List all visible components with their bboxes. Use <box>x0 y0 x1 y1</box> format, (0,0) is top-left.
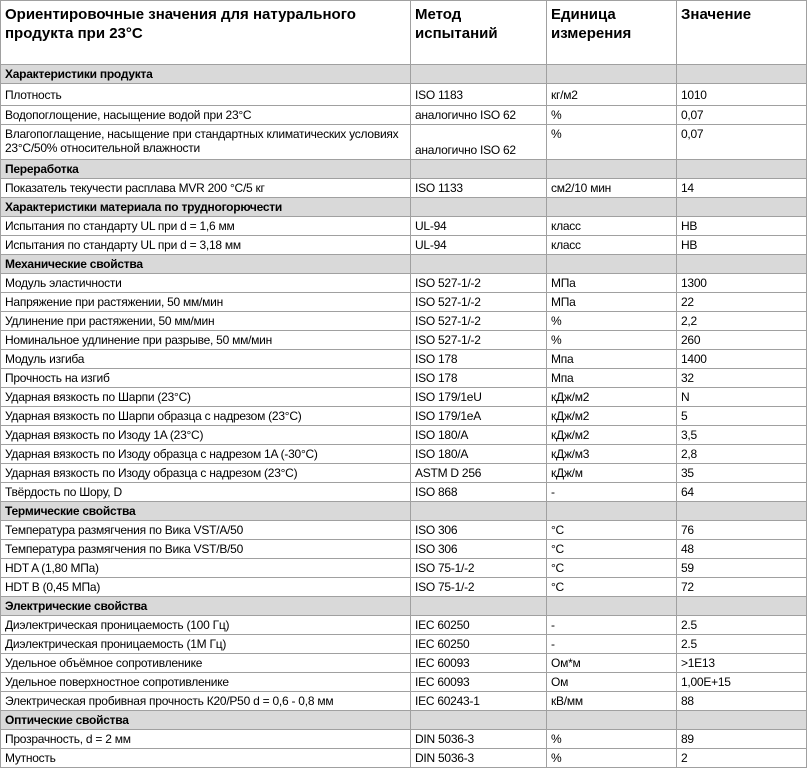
table-row <box>1 369 807 388</box>
cell-property: Номинальное удлинение при разрыве, 50 мм/мин <box>1 331 411 350</box>
cell-unit: кг/м2 <box>547 84 677 106</box>
cell-unit: кДж/м2 <box>547 388 677 407</box>
cell-unit: МПа <box>547 293 677 312</box>
cell-property: Модуль эластичности <box>1 274 411 293</box>
cell-value: 1,00E+15 <box>677 673 807 692</box>
cell-method: IEC 60093 <box>411 673 547 692</box>
section-empty-cell <box>677 65 807 84</box>
table-row <box>1 426 807 445</box>
cell-property: Ударная вязкость по Изоду образца с надрезом (23°C) <box>1 464 411 483</box>
cell-method: IEC 60250 <box>411 616 547 635</box>
table-row <box>1 106 807 125</box>
cell-unit: - <box>547 635 677 654</box>
cell-unit: °C <box>547 521 677 540</box>
section-empty-cell <box>411 198 547 217</box>
table-row <box>1 673 807 692</box>
section-header-row <box>1 255 807 274</box>
section-header-row <box>1 198 807 217</box>
table-row <box>1 125 807 160</box>
section-header-row <box>1 160 807 179</box>
cell-unit: Ом <box>547 673 677 692</box>
cell-property: Удлинение при растяжении, 50 мм/мин <box>1 312 411 331</box>
cell-value: 2,2 <box>677 312 807 331</box>
table-row <box>1 274 807 293</box>
cell-value: 89 <box>677 730 807 749</box>
cell-method: IEC 60093 <box>411 654 547 673</box>
cell-method: ISO 178 <box>411 369 547 388</box>
cell-value: 260 <box>677 331 807 350</box>
table-row <box>1 654 807 673</box>
cell-unit: кДж/м <box>547 464 677 483</box>
cell-value: >1E13 <box>677 654 807 673</box>
table-row <box>1 312 807 331</box>
header-property: Ориентировочные значения для натурального продукта при 23°C <box>1 1 411 65</box>
table-row <box>1 217 807 236</box>
cell-property: Водопоглощение, насыщение водой при 23°C <box>1 106 411 125</box>
section-title: Переработка <box>1 160 411 179</box>
cell-property: Удельное объёмное сопротивленике <box>1 654 411 673</box>
cell-value: 88 <box>677 692 807 711</box>
table-row <box>1 559 807 578</box>
table-row <box>1 407 807 426</box>
cell-method: ASTM D 256 <box>411 464 547 483</box>
cell-property: HDT B (0,45 МПа) <box>1 578 411 597</box>
cell-unit: % <box>547 749 677 768</box>
cell-unit: °C <box>547 578 677 597</box>
cell-unit: Ом*м <box>547 654 677 673</box>
cell-property: Испытания по стандарту UL при d = 1,6 мм <box>1 217 411 236</box>
cell-property: Ударная вязкость по Изоду образца с надрезом 1A (-30°C) <box>1 445 411 464</box>
cell-value: 76 <box>677 521 807 540</box>
cell-property: Прочность на изгиб <box>1 369 411 388</box>
header-method: Метод испытаний <box>411 1 547 65</box>
table-row <box>1 749 807 768</box>
header-value: Значение <box>677 1 807 65</box>
cell-property: Модуль изгиба <box>1 350 411 369</box>
cell-unit: класс <box>547 236 677 255</box>
cell-method: IEC 60243-1 <box>411 692 547 711</box>
cell-unit: - <box>547 616 677 635</box>
cell-method: ISO 75-1/-2 <box>411 578 547 597</box>
cell-method: ISO 306 <box>411 540 547 559</box>
section-title: Электрические свойства <box>1 597 411 616</box>
cell-property: Мутность <box>1 749 411 768</box>
cell-unit: °C <box>547 540 677 559</box>
cell-property: Испытания по стандарту UL при d = 3,18 мм <box>1 236 411 255</box>
section-empty-cell <box>411 255 547 274</box>
cell-method: аналогично ISO 62 <box>411 125 547 160</box>
cell-property: Плотность <box>1 84 411 106</box>
cell-unit: кДж/м3 <box>547 445 677 464</box>
cell-method: ISO 1133 <box>411 179 547 198</box>
cell-method: ISO 179/1eU <box>411 388 547 407</box>
cell-method: ISO 178 <box>411 350 547 369</box>
cell-method: ISO 868 <box>411 483 547 502</box>
cell-method: ISO 527-1/-2 <box>411 274 547 293</box>
section-empty-cell <box>547 502 677 521</box>
section-header-row <box>1 502 807 521</box>
cell-method: ISO 75-1/-2 <box>411 559 547 578</box>
cell-unit: класс <box>547 217 677 236</box>
table-row <box>1 84 807 106</box>
table-row <box>1 445 807 464</box>
section-empty-cell <box>411 502 547 521</box>
cell-value: 64 <box>677 483 807 502</box>
cell-unit: Мпа <box>547 369 677 388</box>
cell-value: 14 <box>677 179 807 198</box>
table-row <box>1 521 807 540</box>
cell-method: ISO 180/A <box>411 445 547 464</box>
cell-property: Диэлектрическая проницаемость (100 Гц) <box>1 616 411 635</box>
cell-property: Напряжение при растяжении, 50 мм/мин <box>1 293 411 312</box>
section-empty-cell <box>411 65 547 84</box>
section-empty-cell <box>547 65 677 84</box>
cell-method: ISO 306 <box>411 521 547 540</box>
cell-property: Электрическая пробивная прочность К20/Р50 d = 0,6 - 0,8 мм <box>1 692 411 711</box>
cell-unit: % <box>547 125 677 160</box>
section-empty-cell <box>411 160 547 179</box>
cell-value: HB <box>677 236 807 255</box>
table-row <box>1 236 807 255</box>
section-header-row <box>1 711 807 730</box>
table-row <box>1 540 807 559</box>
cell-value: 1300 <box>677 274 807 293</box>
header-unit: Единица измерения <box>547 1 677 65</box>
cell-method: IEC 60250 <box>411 635 547 654</box>
cell-method: ISO 527-1/-2 <box>411 293 547 312</box>
cell-property: Температура размягчения по Вика VST/A/50 <box>1 521 411 540</box>
cell-property: Ударная вязкость по Шарпи (23°C) <box>1 388 411 407</box>
cell-value: HB <box>677 217 807 236</box>
cell-value: 0,07 <box>677 106 807 125</box>
table-row <box>1 293 807 312</box>
cell-value: 32 <box>677 369 807 388</box>
cell-method: ISO 180/A <box>411 426 547 445</box>
cell-unit: Мпа <box>547 350 677 369</box>
section-empty-cell <box>677 198 807 217</box>
table-row <box>1 179 807 198</box>
section-title: Термические свойства <box>1 502 411 521</box>
cell-unit: °C <box>547 559 677 578</box>
cell-property: Влагопоглащение, насыщение при стандартных климатических условиях 23°C/50% относительной влажности <box>1 125 411 160</box>
cell-value: 2.5 <box>677 635 807 654</box>
cell-unit: % <box>547 331 677 350</box>
cell-unit: кВ/мм <box>547 692 677 711</box>
cell-method: ISO 179/1eA <box>411 407 547 426</box>
table-row <box>1 692 807 711</box>
section-header-row <box>1 65 807 84</box>
cell-value: 0,07 <box>677 125 807 160</box>
section-empty-cell <box>411 597 547 616</box>
table-row <box>1 483 807 502</box>
section-title: Характеристики материала по трудногорючести <box>1 198 411 217</box>
cell-method: DIN 5036-3 <box>411 730 547 749</box>
section-empty-cell <box>677 597 807 616</box>
table-row <box>1 464 807 483</box>
cell-unit: см2/10 мин <box>547 179 677 198</box>
cell-property: Удельное поверхностное сопротивленике <box>1 673 411 692</box>
cell-value: 72 <box>677 578 807 597</box>
cell-method: аналогично ISO 62 <box>411 106 547 125</box>
cell-property: Показатель текучести расплава MVR 200 °C/5 кг <box>1 179 411 198</box>
table-row <box>1 578 807 597</box>
table-row <box>1 388 807 407</box>
cell-unit: кДж/м2 <box>547 407 677 426</box>
cell-method: DIN 5036-3 <box>411 749 547 768</box>
section-empty-cell <box>547 255 677 274</box>
cell-value: 1400 <box>677 350 807 369</box>
cell-value: N <box>677 388 807 407</box>
section-empty-cell <box>677 255 807 274</box>
cell-property: Температура размягчения по Вика VST/B/50 <box>1 540 411 559</box>
cell-value: 2 <box>677 749 807 768</box>
cell-unit: % <box>547 312 677 331</box>
cell-unit: кДж/м2 <box>547 426 677 445</box>
cell-method: UL-94 <box>411 217 547 236</box>
cell-property: Диэлектрическая проницаемость (1М Гц) <box>1 635 411 654</box>
section-empty-cell <box>677 711 807 730</box>
section-title: Оптические свойства <box>1 711 411 730</box>
cell-value: 22 <box>677 293 807 312</box>
cell-value: 1010 <box>677 84 807 106</box>
section-empty-cell <box>547 711 677 730</box>
cell-method: ISO 527-1/-2 <box>411 331 547 350</box>
section-empty-cell <box>411 711 547 730</box>
table-row <box>1 616 807 635</box>
cell-method: ISO 1183 <box>411 84 547 106</box>
section-empty-cell <box>677 502 807 521</box>
cell-value: 2,8 <box>677 445 807 464</box>
cell-property: Прозрачность, d = 2 мм <box>1 730 411 749</box>
cell-property: Ударная вязкость по Шарпи образца с надрезом (23°C) <box>1 407 411 426</box>
cell-value: 5 <box>677 407 807 426</box>
cell-unit: МПа <box>547 274 677 293</box>
section-empty-cell <box>547 160 677 179</box>
section-empty-cell <box>547 597 677 616</box>
section-header-row <box>1 597 807 616</box>
cell-unit: % <box>547 730 677 749</box>
cell-value: 59 <box>677 559 807 578</box>
cell-value: 48 <box>677 540 807 559</box>
cell-property: Твёрдость по Шору, D <box>1 483 411 502</box>
cell-unit: % <box>547 106 677 125</box>
cell-value: 35 <box>677 464 807 483</box>
table-row <box>1 350 807 369</box>
cell-method: ISO 527-1/-2 <box>411 312 547 331</box>
cell-unit: - <box>547 483 677 502</box>
cell-value: 2.5 <box>677 616 807 635</box>
section-title: Характеристики продукта <box>1 65 411 84</box>
table-row <box>1 730 807 749</box>
cell-property: HDT A (1,80 МПа) <box>1 559 411 578</box>
table-row <box>1 331 807 350</box>
table-header-row <box>1 1 807 65</box>
section-empty-cell <box>547 198 677 217</box>
cell-value: 3,5 <box>677 426 807 445</box>
section-empty-cell <box>677 160 807 179</box>
cell-property: Ударная вязкость по Изоду 1A (23°C) <box>1 426 411 445</box>
table-row <box>1 635 807 654</box>
cell-method: UL-94 <box>411 236 547 255</box>
section-title: Механические свойства <box>1 255 411 274</box>
